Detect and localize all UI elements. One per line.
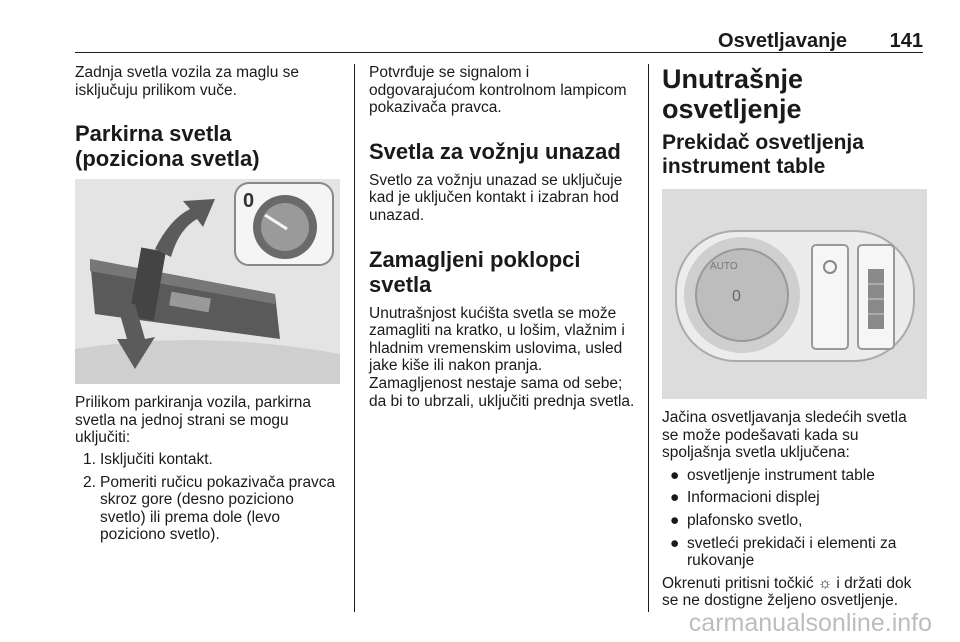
column-divider xyxy=(354,64,355,612)
parking-lights-body: Prilikom parkiranja vozila, parkirna svetla na jednoj strani se mogu uključiti: xyxy=(75,394,312,447)
bullet-icon: ● xyxy=(670,534,680,552)
signal-confirmation-text: Potvrđuje se signalom i odgovarajućom kontrolnom lampicom pokazivača pravca. xyxy=(369,64,627,117)
towing-fog-note: Zadnja svetla vozila za maglu se isključuju prilikom vuče. xyxy=(75,64,300,99)
parking-light-lever-image xyxy=(75,179,340,384)
inset-zero-label: 0 xyxy=(243,190,255,213)
interior-lighting-heading: Unutrašnje osvetljenje xyxy=(662,64,804,124)
step-text: Isključiti kontakt. xyxy=(100,450,213,468)
wheel-instruction: Okrenuti pritisni točkić ☼ i držati dok se ne dostigne željeno osvetljenje. xyxy=(662,574,912,610)
column-left xyxy=(75,64,340,549)
fogged-covers-note: Zamagljenost nestaje sama od sebe; da bi to ubrzali, uključiti prednja svetla. xyxy=(369,374,635,410)
page-header xyxy=(75,30,923,53)
column-right xyxy=(662,64,927,610)
parking-lights-heading: Parkirna svetla (poziciona svetla) xyxy=(75,121,260,172)
step-text: Pomeriti ručicu pokazivača pravca skroz gore (desno poziciono svetlo) ili prema dole (levo poziciono svetlo). xyxy=(100,473,336,544)
step-number: 1. xyxy=(83,450,96,468)
bullet-icon: ● xyxy=(670,466,680,484)
fogged-covers-body: Unutrašnjost kućišta svetla se može zamagliti na kratko, u lošim, vlažnim i hladnim vremenskim uslovima, usled jake kiše ili nakon pranja. xyxy=(369,304,625,375)
bullet-icon: ● xyxy=(670,511,680,529)
step-number: 2. xyxy=(83,473,96,491)
page-number: 141 xyxy=(889,30,923,52)
auto-label: AUTO xyxy=(710,261,738,272)
bullet-text: svetleći prekidači i elementi za rukovanje xyxy=(687,534,897,570)
light-switch-panel-image xyxy=(662,189,927,399)
svg-text:0: 0 xyxy=(732,288,741,305)
column-middle xyxy=(369,64,637,410)
list-item xyxy=(75,451,340,469)
parking-steps-list xyxy=(75,451,340,544)
brightness-body: Jačina osvetljavanja sledećih svetla se može podešavati kada su spoljašnja svetla uključena: xyxy=(662,409,907,462)
bullet-text: plafonsko svetlo, xyxy=(687,511,803,529)
instrument-switch-subheading: Prekidač osvetljenja instrument table xyxy=(662,131,864,178)
section-title: Osvetljavanje xyxy=(718,30,847,52)
brightness-items-list xyxy=(662,467,927,570)
list-item xyxy=(662,512,927,530)
list-item xyxy=(75,474,340,544)
fogged-covers-heading: Zamagljeni poklopci svetla xyxy=(369,246,581,297)
site-watermark: carmanualsonline.info xyxy=(688,609,932,637)
bullet-text: Informacioni displej xyxy=(687,489,820,507)
list-item xyxy=(662,467,927,485)
list-item xyxy=(662,489,927,507)
bullet-icon: ● xyxy=(670,489,680,507)
bullet-text: osvetljenje instrument table xyxy=(687,466,875,484)
reverse-lights-heading: Svetla za vožnju unazad xyxy=(369,138,621,164)
reverse-lights-body: Svetlo za vožnju unazad se uključuje kad je uključen kontakt i izabran hod unazad. xyxy=(369,171,623,224)
column-divider xyxy=(648,64,649,612)
list-item xyxy=(662,535,927,570)
